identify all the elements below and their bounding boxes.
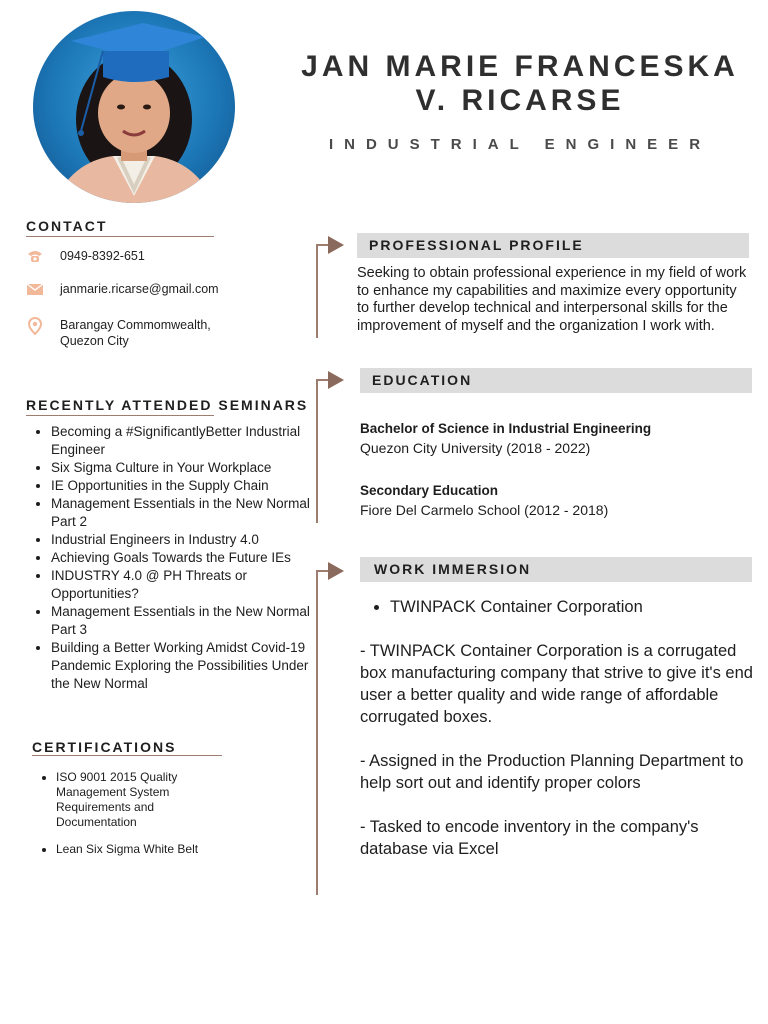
- certification-item: • ISO 9001 2015 Quality Management System Requirements and Documentation: [56, 770, 206, 830]
- full-name: [290, 50, 750, 118]
- profile-photo: [33, 11, 235, 203]
- certifications-divider: [32, 755, 222, 756]
- seminar-item: • Building a Better Working Amidst Covid-19 Pandemic Exploring the Possibilities Under the New Normal: [51, 639, 316, 693]
- arrow-right-icon: [328, 236, 344, 254]
- seminars-list: [26, 423, 316, 693]
- seminar-item: • Achieving Goals Towards the Future IEs: [51, 549, 316, 567]
- seminar-item: • INDUSTRY 4.0 @ PH Threats or Opportunities?: [51, 567, 316, 603]
- address-line-2: Quezon City: [60, 334, 129, 348]
- profile-text: Seeking to obtain professional experience in my field of work to enhance my capabilities and maximize every opportunity to further develop technical and interpersonal skills for the improvement of myself and the organization I work with.: [357, 265, 747, 334]
- graduate-portrait-icon: [33, 11, 235, 203]
- phone-number: 0949-8392-651: [60, 249, 145, 263]
- school: Fiore Del Carmelo School (2012 - 2018): [360, 502, 609, 518]
- work-company-list: [360, 596, 755, 618]
- contact-heading: CONTACT: [26, 218, 108, 234]
- education-entry: [360, 421, 750, 456]
- degree: Bachelor of Science in Industrial Engineering: [360, 421, 652, 436]
- name-line-2: V. RICARSE: [415, 84, 625, 117]
- phone-icon: [26, 248, 44, 264]
- education-heading: EDUCATION: [360, 368, 752, 393]
- seminars-heading: RECENTLY ATTENDED SEMINARS: [26, 397, 309, 413]
- seminar-item: • IE Opportunities in the Supply Chain: [51, 477, 316, 495]
- seminar-item: • Six Sigma Culture in Your Workplace: [51, 459, 316, 477]
- timeline-segment: [316, 380, 318, 523]
- arrow-right-icon: [328, 562, 344, 580]
- email-address: janmarie.ricarse@gmail.com: [60, 282, 219, 296]
- email-icon: [26, 281, 44, 297]
- profile-heading: PROFESSIONAL PROFILE: [357, 233, 749, 258]
- work-description: - TWINPACK Container Corporation is a corrugated box manufacturing company that strive to give it's end user a better quality and wide range of affordable corrugated boxes.: [360, 642, 753, 726]
- address-line-1: Barangay Commomwealth,: [60, 318, 211, 332]
- certifications-list: [26, 770, 206, 869]
- seminars-divider: [26, 415, 214, 416]
- work-heading: WORK IMMERSION: [360, 557, 752, 582]
- seminar-item: • Management Essentials in the New Normal Part 2: [51, 495, 316, 531]
- seminar-item: • Becoming a #SignificantlyBetter Industrial Engineer: [51, 423, 316, 459]
- education-entry: [360, 483, 750, 518]
- seminar-item: • Management Essentials in the New Normal Part 3: [51, 603, 316, 639]
- name-line-1: JAN MARIE FRANCESKA: [301, 50, 739, 83]
- timeline-segment: [316, 245, 318, 338]
- job-title: INDUSTRIAL ENGINEER: [328, 136, 712, 153]
- address: [60, 317, 270, 349]
- work-duty: - Assigned in the Production Planning Department to help sort out and identify proper colors: [360, 752, 744, 792]
- timeline-segment: [316, 571, 318, 895]
- work-company: • TWINPACK Container Corporation: [390, 596, 755, 618]
- certifications-heading: CERTIFICATIONS: [32, 739, 177, 755]
- arrow-right-icon: [328, 371, 344, 389]
- work-duty: - Tasked to encode inventory in the company's database via Excel: [360, 818, 699, 858]
- contact-divider: [26, 236, 214, 237]
- certification-item: • Lean Six Sigma White Belt: [56, 842, 206, 857]
- degree: Secondary Education: [360, 483, 499, 498]
- location-pin-icon: [26, 317, 44, 333]
- seminar-item: • Industrial Engineers in Industry 4.0: [51, 531, 316, 549]
- school: Quezon City University (2018 - 2022): [360, 440, 591, 456]
